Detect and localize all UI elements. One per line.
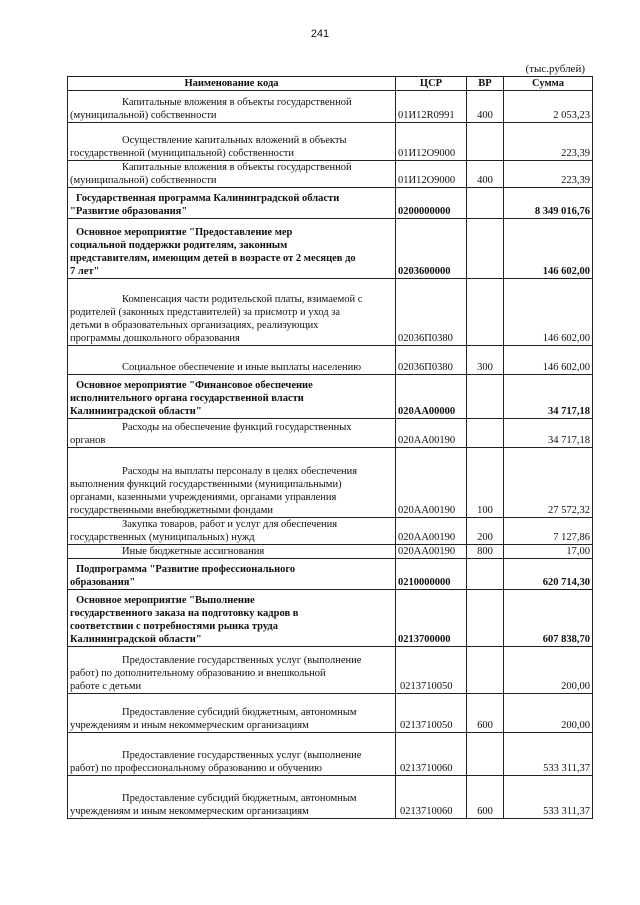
row-name	[68, 590, 396, 647]
units-label: (тыс.рублей)	[525, 63, 585, 75]
header-row	[68, 77, 593, 91]
row-csr: 0200000000	[396, 188, 467, 219]
table-row	[68, 188, 593, 219]
row-sum: 620 714,30	[504, 559, 593, 590]
row-vr: 600	[467, 776, 504, 819]
row-name	[68, 733, 396, 776]
row-vr: 400	[467, 91, 504, 123]
row-name	[68, 518, 396, 545]
table-row	[68, 518, 593, 545]
header-csr: ЦСР	[396, 77, 467, 91]
row-name-line: Капитальные вложения в объекты государственной	[122, 97, 352, 108]
row-sum: 34 717,18	[504, 419, 593, 448]
row-name-line: исполнительного органа государственной власти	[70, 393, 304, 404]
row-vr: 200	[467, 518, 504, 545]
row-csr: 0213710060	[396, 776, 467, 819]
row-sum: 17,00	[504, 545, 593, 559]
table-row	[68, 590, 593, 647]
row-name-line: Капитальные вложения в объекты государственной	[122, 162, 352, 173]
row-vr: 600	[467, 694, 504, 733]
row-name-line: учреждениям и иным некоммерческим организациям	[70, 720, 309, 731]
table-row	[68, 419, 593, 448]
row-name-line: программы дошкольного образования	[70, 333, 240, 344]
row-name-line: государственной (муниципальной) собственности	[70, 148, 295, 159]
row-name-line: социальной поддержки родителям, законным	[70, 240, 288, 251]
row-name	[68, 188, 396, 219]
row-name-line: Расходы на обеспечение функций государственных	[122, 422, 352, 433]
row-name-line: Основное мероприятие "Выполнение	[76, 595, 255, 606]
table-row	[68, 279, 593, 346]
row-vr: 300	[467, 346, 504, 375]
row-name-line: Подпрограмма "Развитие профессионального	[76, 564, 296, 575]
table-row	[68, 776, 593, 819]
row-name	[68, 161, 396, 188]
row-sum: 200,00	[504, 647, 593, 694]
row-name-line: (муниципальной) собственности	[70, 110, 217, 121]
row-vr	[467, 559, 504, 590]
row-sum: 34 717,18	[504, 375, 593, 419]
row-name-line: государственных (муниципальных) нужд	[70, 532, 255, 543]
row-name-line: Иные бюджетные ассигнования	[122, 546, 265, 557]
row-csr: 01И12О9000	[396, 161, 467, 188]
row-name-line: Расходы на выплаты персоналу в целях обеспечения	[122, 466, 358, 477]
row-sum: 146 602,00	[504, 219, 593, 279]
row-name-line: Закупка товаров, работ и услуг для обеспечения	[122, 519, 338, 530]
row-name-line: образования"	[70, 577, 136, 588]
row-sum: 200,00	[504, 694, 593, 733]
row-name	[68, 346, 396, 375]
table-row	[68, 448, 593, 518]
row-csr: 020АА00190	[396, 545, 467, 559]
table-row	[68, 545, 593, 559]
row-name	[68, 647, 396, 694]
row-sum: 2 053,23	[504, 91, 593, 123]
row-name-line: Осуществление капитальных вложений в объекты	[122, 135, 347, 146]
row-name-line: государственного заказа на подготовку кадров в	[70, 608, 299, 619]
row-csr: 0203600000	[396, 219, 467, 279]
row-sum: 7 127,86	[504, 518, 593, 545]
row-name-line: работе с детьми	[70, 681, 142, 692]
row-name-line: Государственная программа Калининградской области	[76, 193, 340, 204]
header-vr: ВР	[467, 77, 504, 91]
row-name-line: родителей (законных представителей) за присмотр и уход за	[70, 307, 341, 318]
row-vr: 800	[467, 545, 504, 559]
header-sum: Сумма	[504, 77, 593, 91]
row-sum: 223,39	[504, 161, 593, 188]
table-row	[68, 91, 593, 123]
row-csr: 02036П0380	[396, 346, 467, 375]
row-csr: 0213710050	[396, 694, 467, 733]
row-csr: 0213710060	[396, 733, 467, 776]
row-name-line: Предоставление субсидий бюджетным, автономным	[122, 793, 357, 804]
row-name-line: Предоставление государственных услуг (выполнение	[122, 750, 362, 761]
row-vr	[467, 219, 504, 279]
row-vr	[467, 279, 504, 346]
row-name-line: детьми в образовательных организациях, реализующих	[70, 320, 319, 331]
row-csr: 020АА00000	[396, 375, 467, 419]
row-name-line: Компенсация части родительской платы, взимаемой с	[122, 294, 363, 305]
table-row	[68, 559, 593, 590]
row-name-line: соответствии с потребностями рынка труда	[70, 621, 278, 632]
row-csr: 02036П0380	[396, 279, 467, 346]
row-csr: 020АА00190	[396, 448, 467, 518]
row-vr	[467, 647, 504, 694]
header-name: Наименование кода	[68, 77, 396, 91]
row-vr	[467, 188, 504, 219]
row-sum: 27 572,32	[504, 448, 593, 518]
row-vr	[467, 123, 504, 161]
row-name	[68, 279, 396, 346]
table-row	[68, 375, 593, 419]
row-sum: 533 311,37	[504, 776, 593, 819]
row-csr: 01И12О9000	[396, 123, 467, 161]
row-name	[68, 375, 396, 419]
row-name-line: Социальное обеспечение и иные выплаты населению	[122, 362, 362, 373]
row-vr	[467, 375, 504, 419]
row-name-line: Основное мероприятие "Предоставление мер	[76, 227, 293, 238]
row-name	[68, 776, 396, 819]
row-name	[68, 91, 396, 123]
row-sum: 146 602,00	[504, 279, 593, 346]
table-row	[68, 647, 593, 694]
row-name-line: Калининградской области"	[70, 406, 202, 417]
table-row	[68, 346, 593, 375]
row-name-line: представителям, имеющим детей в возрасте от 2 месяцев до	[70, 253, 356, 264]
row-name-line: государственными внебюджетными фондами	[70, 505, 274, 516]
row-name	[68, 545, 396, 559]
row-name-line: "Развитие образования"	[70, 206, 188, 217]
row-csr: 020АА00190	[396, 518, 467, 545]
row-name	[68, 448, 396, 518]
row-name-line: Предоставление субсидий бюджетным, автономным	[122, 707, 357, 718]
row-sum: 607 838,70	[504, 590, 593, 647]
row-name	[68, 559, 396, 590]
row-csr: 0213700000	[396, 590, 467, 647]
row-name	[68, 694, 396, 733]
row-name	[68, 123, 396, 161]
row-sum: 8 349 016,76	[504, 188, 593, 219]
row-name-line: Калининградской области"	[70, 634, 202, 645]
row-sum: 533 311,37	[504, 733, 593, 776]
row-vr: 400	[467, 161, 504, 188]
table-row	[68, 733, 593, 776]
row-name-line: работ) по дополнительному образованию и внешкольной	[70, 668, 326, 679]
row-vr	[467, 733, 504, 776]
row-name-line: органов	[70, 435, 106, 446]
page-number: 241	[310, 28, 330, 40]
row-vr	[467, 419, 504, 448]
table-row	[68, 161, 593, 188]
row-name	[68, 219, 396, 279]
row-sum: 223,39	[504, 123, 593, 161]
row-name-line: учреждениям и иным некоммерческим организациям	[70, 806, 309, 817]
row-name-line: выполнения функций государственными (муниципальными)	[70, 479, 342, 490]
row-name-line: Предоставление государственных услуг (выполнение	[122, 655, 362, 666]
table-row	[68, 219, 593, 279]
row-csr: 0213710050	[396, 647, 467, 694]
row-vr	[467, 590, 504, 647]
row-csr: 0210000000	[396, 559, 467, 590]
row-csr: 01И12R0991	[396, 91, 467, 123]
row-name	[68, 419, 396, 448]
row-name-line: (муниципальной) собственности	[70, 175, 217, 186]
row-csr: 020АА00190	[396, 419, 467, 448]
row-name-line: органами, казенными учреждениями, органами управления	[70, 492, 337, 503]
row-name-line: 7 лет"	[70, 266, 100, 277]
row-name-line: Основное мероприятие "Финансовое обеспечение	[76, 380, 313, 391]
table-row	[68, 123, 593, 161]
row-vr: 100	[467, 448, 504, 518]
budget-table	[67, 76, 593, 819]
row-sum: 146 602,00	[504, 346, 593, 375]
row-name-line: работ) по профессиональному образованию и обучению	[70, 763, 322, 774]
table-row	[68, 694, 593, 733]
